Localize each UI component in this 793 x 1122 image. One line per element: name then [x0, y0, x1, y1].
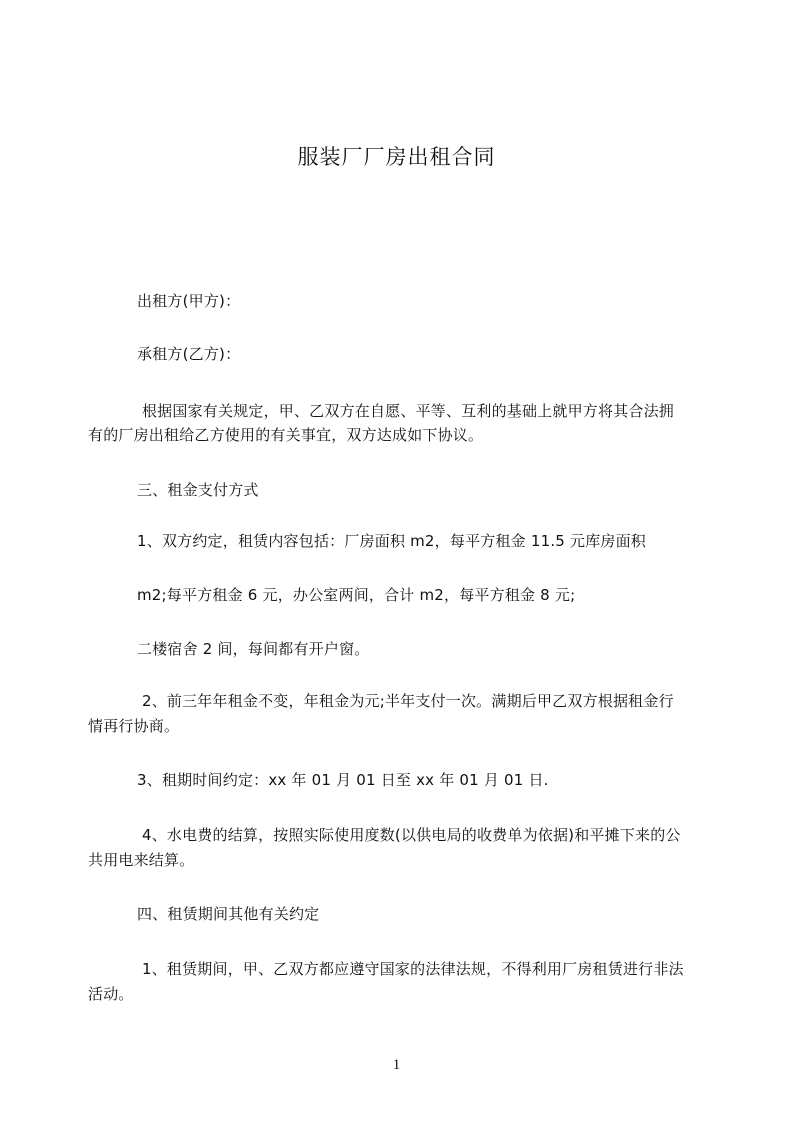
section-3-item-4-line-1: 4、水电费的结算，按照实际使用度数(以供电局的收费单为依据)和平摊下来的公: [137, 826, 681, 844]
section-3-item-2-line-1: 2、前三年年租金不变，年租金为元;半年支付一次。满期后甲乙双方根据租金行: [137, 692, 674, 710]
section-4-item-1-line-2: 活动。: [88, 985, 134, 1003]
section-3-item-2-line-2: 情再行协商。: [88, 717, 180, 735]
section-3-item-1-line-2: m2;每平方租金 6 元，办公室两间，合计 m2，每平方租金 8 元;: [137, 586, 576, 604]
section-3-item-3: 3、租期时间约定：xx 年 01 月 01 日至 xx 年 01 月 01 日.: [137, 771, 549, 789]
preamble-line-1: 根据国家有关规定，甲、乙双方在自愿、平等、互利的基础上就甲方将其合法拥: [137, 402, 674, 420]
section-3-item-1-line-1: 1、双方约定，租赁内容包括：厂房面积 m2，每平方租金 11.5 元库房面积: [137, 532, 647, 550]
lessor-label: 出租方(甲方)：: [137, 292, 241, 310]
lessee-label: 承租方(乙方)：: [137, 345, 241, 363]
preamble-line-2: 有的厂房出租给乙方使用的有关事宜，双方达成如下协议。: [88, 426, 484, 444]
document-title: 服装厂厂房出租合同: [297, 145, 496, 169]
section-3-item-1-line-3: 二楼宿舍 2 间，每间都有开户窗。: [137, 640, 370, 658]
section-3-heading: 三、租金支付方式: [137, 481, 259, 499]
section-3-item-4-line-2: 共用电来结算。: [88, 851, 195, 869]
page-number: 1: [392, 1057, 401, 1073]
section-4-heading: 四、租赁期间其他有关约定: [137, 905, 320, 923]
section-4-item-1-line-1: 1、租赁期间，甲、乙双方都应遵守国家的法律法规，不得利用厂房租赁进行非法: [137, 960, 684, 978]
